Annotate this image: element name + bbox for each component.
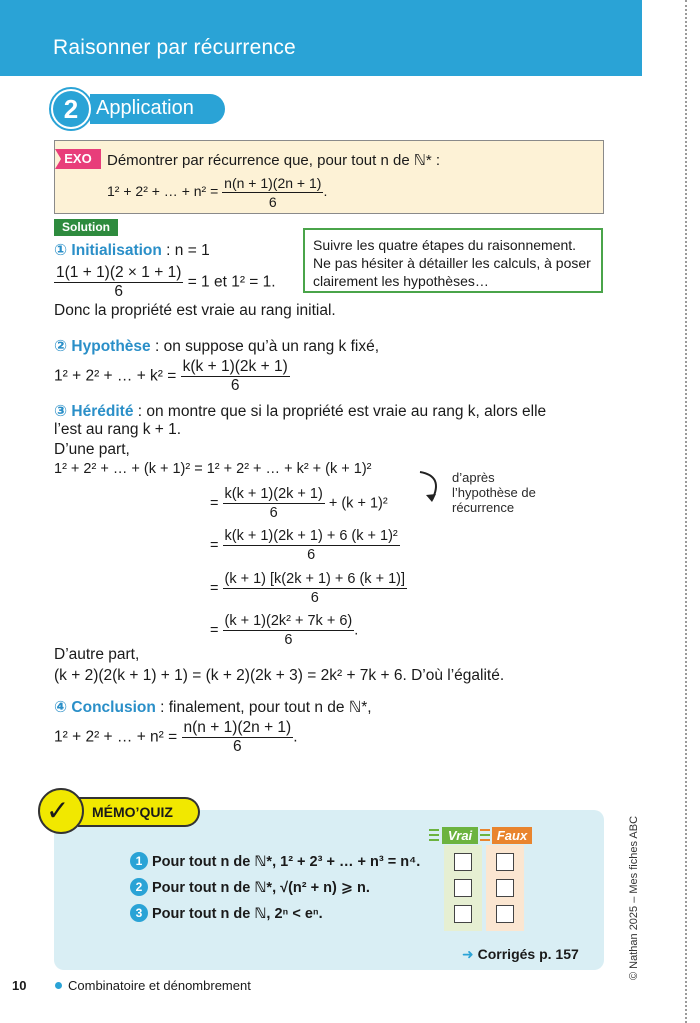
- exo-den: 6: [268, 194, 277, 210]
- curved-arrow-icon: [414, 468, 454, 508]
- quiz-item-1-number: 1: [130, 852, 148, 870]
- exo-fraction: [222, 174, 323, 211]
- quiz-item-2-text: Pour tout n de ℕ*, √(n² + n) ⩾ n.: [152, 880, 370, 896]
- concl-lhs: 1² + 2² + … + n² =: [54, 728, 178, 746]
- step3-num: k(k + 1)(2k + 1) + 6 (k + 1)²: [224, 528, 398, 544]
- step3-fraction: [223, 527, 400, 564]
- step4-den: 6: [310, 590, 319, 606]
- concl-label: ④ Conclusion: [54, 699, 156, 716]
- init-num: 1(1 + 1)(2 × 1 + 1): [56, 264, 182, 281]
- step2-fraction: [223, 485, 325, 522]
- concl-formula: 1² + 2² + … + n² = $\frac{n(n + 1)(2n + 1)}{6}$ .: [54, 719, 298, 755]
- exo-tag: EXO: [55, 149, 101, 169]
- her-label: ③ Hérédité: [54, 403, 134, 420]
- quiz-2-vrai-checkbox[interactable]: [454, 879, 472, 897]
- arrow-right-icon: ➜: [462, 946, 474, 962]
- quiz-3-vrai-checkbox[interactable]: [454, 905, 472, 923]
- hypothesis-note: [452, 470, 564, 515]
- quiz-item-2: [130, 878, 370, 896]
- quiz-item-1-text: Pour tout n de ℕ*, 1² + 2³ + … + n³ = n⁴.: [152, 854, 421, 870]
- step2-tail: + (k + 1)²: [328, 495, 388, 512]
- quiz-item-3: [130, 904, 323, 922]
- init-text: : n = 1: [161, 242, 210, 259]
- quiz-item-1: [130, 852, 420, 870]
- step2-den: 6: [269, 505, 278, 521]
- concl-text: : finalement, pour tout n de ℕ*,: [155, 699, 372, 716]
- her-step3: = $\frac{\text{k(k + 1)(2k + 1) + 6 (k + 1)²}}{6}$: [210, 528, 398, 563]
- page-title: Raisonner par récurrence: [53, 36, 296, 59]
- step2-num: k(k + 1)(2k + 1): [224, 486, 323, 502]
- hyp-heading: [54, 337, 379, 356]
- her-text: : on montre que si la propriété est vraie au rang k, alors elle: [133, 403, 547, 420]
- concl-fraction: [182, 719, 294, 756]
- hyp-den: 6: [230, 377, 240, 394]
- step5-fraction: [223, 612, 355, 649]
- page-number: 10: [12, 978, 27, 993]
- her-step5: = $\frac{\text{(k + 1)(2k² + 7k + 6)}}{6}$ .: [210, 613, 359, 648]
- solution-tag: Solution: [54, 219, 118, 236]
- hyp-formula: [54, 358, 290, 395]
- quiz-1-faux-checkbox[interactable]: [496, 853, 514, 871]
- section-title: Application: [96, 97, 194, 119]
- her-text2: l’est au rang k + 1.: [54, 421, 182, 438]
- exercise-box: [54, 140, 604, 214]
- faux-lines-icon: [480, 829, 490, 841]
- step4-fraction: [223, 570, 408, 607]
- step5-num: (k + 1)(2k² + 7k + 6): [224, 613, 353, 629]
- section-number-badge: [49, 87, 93, 131]
- section-heading: [90, 94, 225, 124]
- init-conclusion: Donc la propriété est vraie au rang initial.: [54, 302, 336, 319]
- corriges-link[interactable]: [462, 946, 579, 963]
- init-heading: [54, 241, 210, 260]
- method-note: Suivre les quatre étapes du raisonnement. Ne pas hésiter à détailler les calculs, à poser clairement les hypothèses…: [303, 228, 603, 293]
- hyp-text: : on suppose qu’à un rang k fixé,: [150, 338, 380, 355]
- step4-num: (k + 1) [k(2k + 1) + 6 (k + 1)]: [224, 571, 406, 587]
- corriges-text: Corrigés p. 157: [477, 946, 579, 962]
- vrai-header: Vrai: [442, 827, 478, 844]
- quiz-3-faux-checkbox[interactable]: [496, 905, 514, 923]
- her-dune: D’une part,: [54, 441, 130, 458]
- exo-formula: [107, 174, 327, 211]
- her-line1: 1² + 2² + … + (k + 1)² = 1² + 2² + … + k² + (k + 1)²: [54, 461, 372, 477]
- section-number: 2: [53, 91, 89, 127]
- memo-quiz-title: MÉMO’QUIZ: [78, 797, 200, 827]
- her-heading: [54, 402, 546, 421]
- quiz-2-faux-checkbox[interactable]: [496, 879, 514, 897]
- concl-num: n(n + 1)(2n + 1): [183, 719, 292, 736]
- hypothesis-note-text: d’après l’hypothèse de récurrence: [452, 470, 536, 515]
- her-line6: (k + 2)(2(k + 1) + 1) = (k + 2)(2k + 3) = 2k² + 7k + 6. D’où l’égalité.: [54, 667, 505, 684]
- init-label: ① Initialisation: [54, 242, 162, 259]
- exo-statement: Démontrer par récurrence que, pour tout n de ℕ* :: [107, 152, 441, 169]
- hyp-fraction: [181, 358, 290, 395]
- copyright: © Nathan 2025 – Mes fiches ABC: [628, 815, 640, 980]
- vrai-lines-icon: [429, 829, 439, 841]
- her-dautre: D’autre part,: [54, 646, 140, 663]
- exo-num: n(n + 1)(2n + 1): [224, 175, 322, 191]
- her-step4: = $\frac{(k + 1) [k(2k + 1) + 6 (k + 1)]}{6}$: [210, 571, 406, 606]
- init-formula: [54, 264, 276, 301]
- concl-den: 6: [233, 738, 242, 755]
- quiz-1-vrai-checkbox[interactable]: [454, 853, 472, 871]
- quiz-item-2-number: 2: [130, 878, 148, 896]
- quiz-check-icon: ✓: [38, 788, 84, 834]
- step3-den: 6: [307, 547, 316, 563]
- hyp-lhs: 1² + 2² + … + k² =: [54, 367, 177, 385]
- bullet-icon: [55, 982, 62, 989]
- exo-end: .: [323, 183, 328, 200]
- concl-heading: [54, 698, 372, 717]
- her-step2: = $\frac{k(k + 1)(2k + 1)}{6}$ + (k + 1)²: [210, 486, 388, 521]
- margin-divider: [685, 0, 687, 1023]
- exo-lhs: 1² + 2² + … + n² =: [107, 183, 219, 200]
- step5-den: 6: [284, 632, 293, 648]
- faux-header: Faux: [492, 827, 532, 844]
- quiz-item-3-number: 3: [130, 904, 148, 922]
- init-den: 6: [114, 283, 123, 300]
- init-fraction: [54, 264, 183, 301]
- quiz-item-3-text: Pour tout n de ℕ, 2ⁿ < eⁿ.: [152, 906, 323, 922]
- hyp-num: k(k + 1)(2k + 1): [182, 358, 288, 375]
- chapter-name: Combinatoire et dénombrement: [68, 978, 251, 993]
- init-tail: = 1 et 1² = 1.: [187, 273, 276, 291]
- hyp-label: ② Hypothèse: [54, 338, 151, 355]
